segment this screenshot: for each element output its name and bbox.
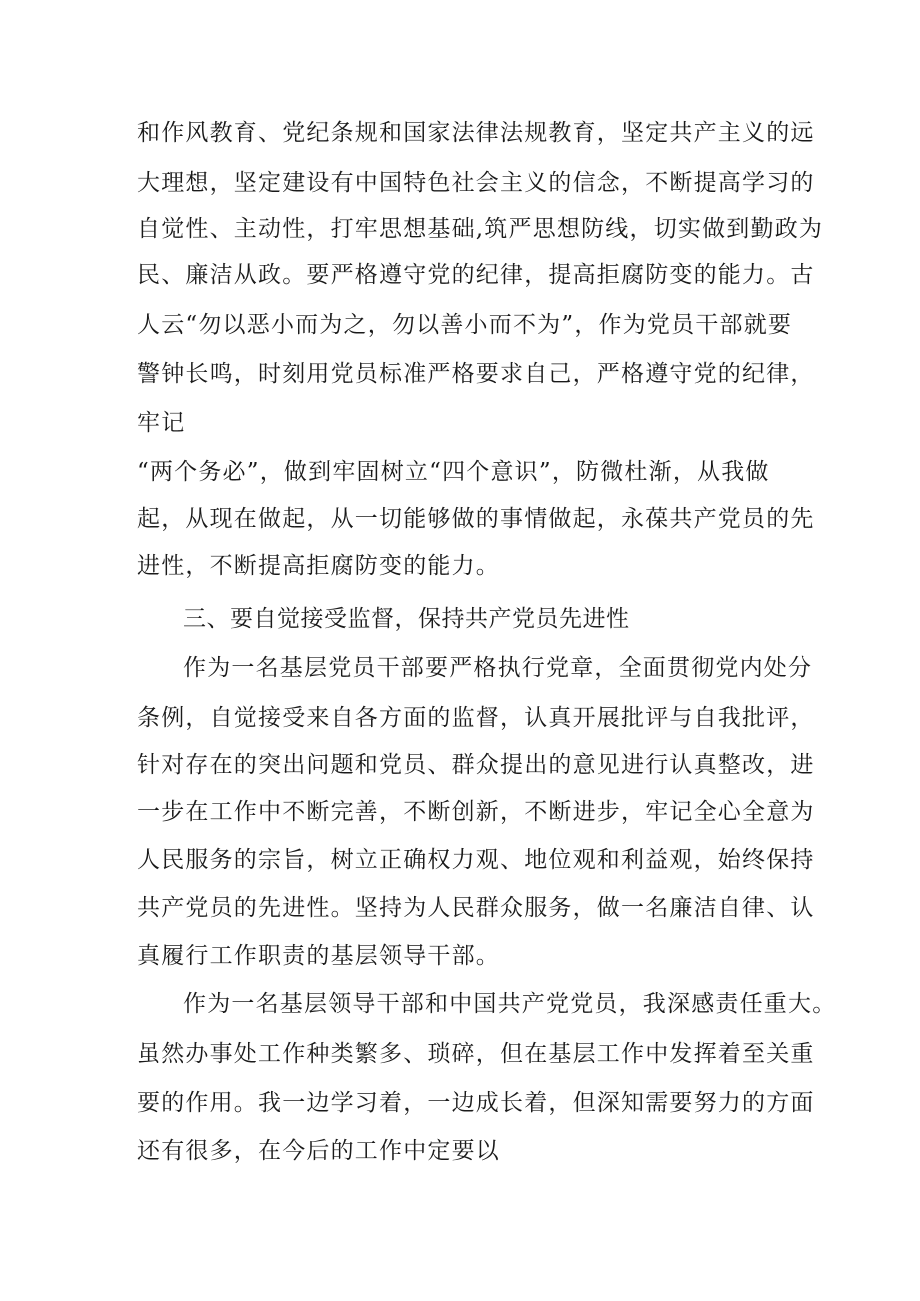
- text-line: 自觉性、主动性，打牢思想基础,筑严思想防线，切实做到勤政为: [137, 216, 824, 242]
- text-line: 作为一名基层党员干部要严格执行党章，全面贯彻党内处分: [183, 655, 813, 681]
- text-line: 民、廉洁从政。要严格遵守党的纪律，提高拒腐防变的能力。古: [137, 262, 815, 288]
- text-line: 真履行工作职责的基层领导干部。: [137, 943, 500, 969]
- text-line: 虽然办事处工作种类繁多、琐碎，但在基层工作中发挥着至关重: [137, 1041, 815, 1067]
- text-line: 警钟长鸣，时刻用党员标准严格要求自己，严格遵守党的纪律，: [137, 361, 815, 387]
- text-line: 要的作用。我一边学习着，一边成长着，但深知需要努力的方面: [137, 1090, 815, 1116]
- text-line: 人民服务的宗旨，树立正确权力观、地位观和利益观，始终保持: [137, 847, 815, 873]
- text-line: 针对存在的突出问题和党员、群众提出的意见进行认真整改，进: [137, 752, 815, 778]
- text-line: “两个务必”，做到牢固树立“四个意识”，防微杜渐，从我做: [137, 459, 770, 485]
- text-line: 进性，不断提高拒腐防变的能力。: [137, 553, 500, 579]
- text-line: 起，从现在做起，从一切能够做的事情做起，永葆共产党员的先: [137, 506, 815, 532]
- text-line: 条例，自觉接受来自各方面的监督，认真开展批评与自我批评，: [137, 705, 815, 731]
- text-line: 还有很多，在今后的工作中定要以: [137, 1138, 500, 1164]
- text-line: 作为一名基层领导干部和中国共产党党员，我深感责任重大。: [183, 991, 837, 1017]
- text-line: 和作风教育、党纪条规和国家法律法规教育，坚定共产主义的远: [137, 120, 815, 146]
- section-heading: 三、要自觉接受监督，保持共产党员先进性: [183, 606, 630, 632]
- text-line: 大理想，坚定建设有中国特色社会主义的信念，不断提高学习的: [137, 170, 815, 196]
- text-line: 共产党员的先进性。坚持为人民群众服务，做一名廉洁自律、认: [137, 895, 815, 921]
- text-line: 牢记: [137, 410, 186, 436]
- text-line: 一步在工作中不断完善，不断创新，不断进步，牢记全心全意为: [137, 799, 815, 825]
- text-line: 人云“勿以恶小而为之，勿以善小而不为”，作为党员干部就要: [137, 312, 793, 338]
